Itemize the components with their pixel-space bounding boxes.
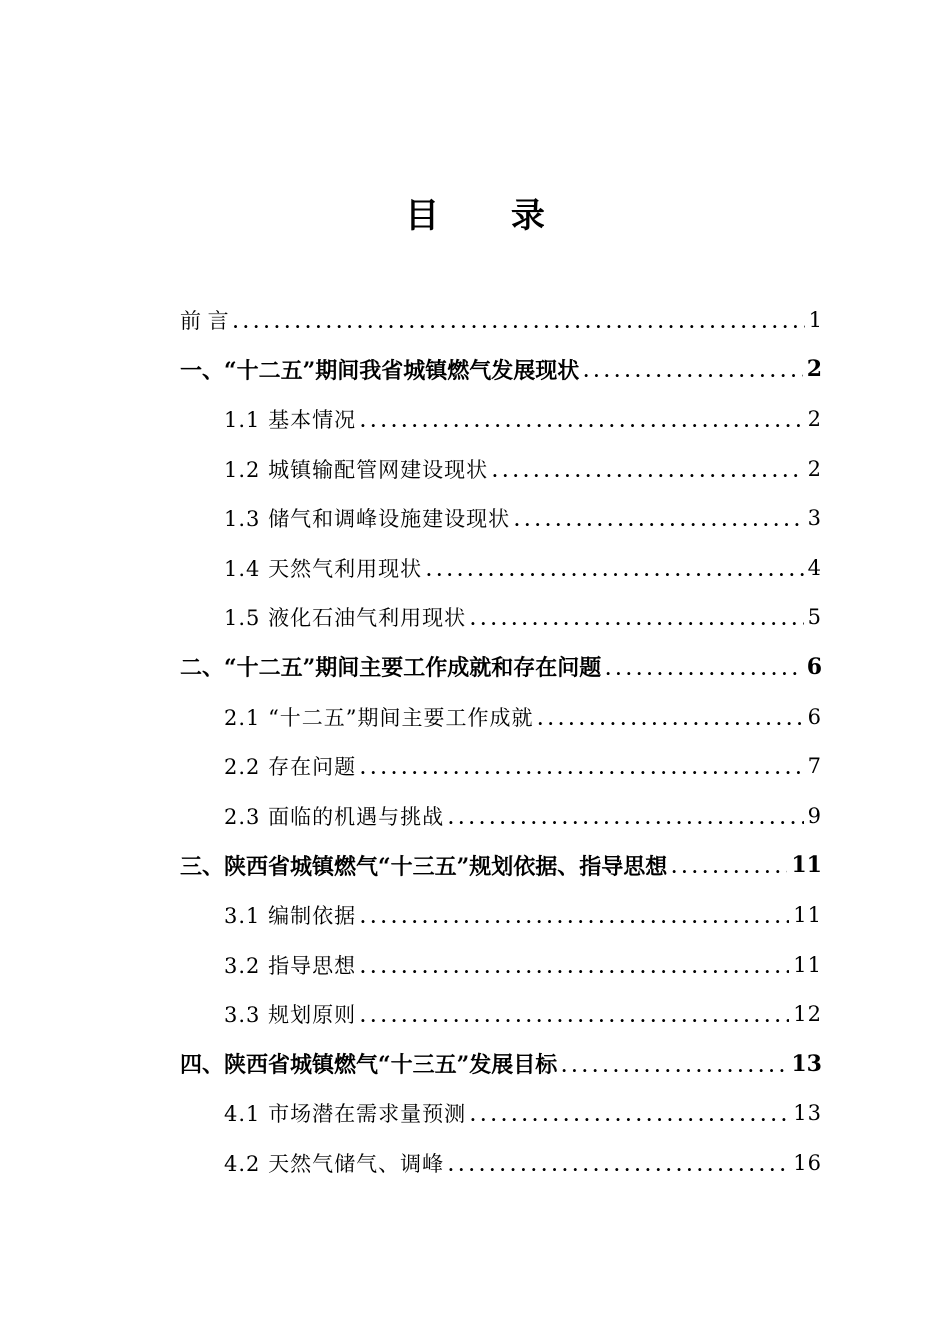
toc-page-number: 13 xyxy=(791,1050,822,1077)
toc-entry-text: 1.4 天然气利用现状 xyxy=(224,556,423,581)
toc-page-number: 2 xyxy=(806,356,822,383)
toc-dot-leader xyxy=(492,458,804,480)
toc-page-number: 2 xyxy=(807,456,822,481)
toc-dot-leader xyxy=(470,1102,789,1124)
toc-entry-text: 一、“十二五”期间我省城镇燃气发展现状 xyxy=(180,357,580,384)
toc-entry[interactable] xyxy=(180,493,822,543)
toc-entry-text: 1.5 液化石油气利用现状 xyxy=(224,606,467,631)
toc-dot-leader xyxy=(671,854,787,876)
toc-entry[interactable] xyxy=(180,1039,822,1089)
toc-entry[interactable] xyxy=(180,692,822,742)
toc-dot-leader xyxy=(360,1003,789,1025)
toc-entry[interactable] xyxy=(180,642,822,692)
toc-entry[interactable] xyxy=(180,593,822,643)
toc-page-number: 6 xyxy=(807,704,822,729)
toc-entry[interactable] xyxy=(180,890,822,940)
toc-dot-leader xyxy=(360,755,804,777)
toc-dot-leader xyxy=(360,904,789,926)
toc-page-number: 13 xyxy=(793,1101,822,1126)
toc-page-number: 16 xyxy=(793,1150,822,1175)
toc-page-number: 6 xyxy=(806,653,822,680)
toc-entry[interactable] xyxy=(180,444,822,494)
toc-entry-text: 三、陕西省城镇燃气“十三五”规划依据、指导思想 xyxy=(180,853,668,880)
toc-entry-text: 3.2 指导思想 xyxy=(224,953,357,978)
toc-page-number: 7 xyxy=(807,754,822,779)
toc-page-number: 1 xyxy=(808,307,822,332)
toc-page-number: 4 xyxy=(807,555,822,580)
toc-entry[interactable] xyxy=(180,1138,822,1188)
toc-entry-text: 2.1 “十二五”期间主要工作成就 xyxy=(224,705,534,730)
toc-title: 目 录 xyxy=(405,196,575,236)
toc-entry-text: 四、陕西省城镇燃气“十三五”发展目标 xyxy=(180,1052,558,1079)
toc-page-number: 9 xyxy=(807,803,822,828)
toc-entry[interactable] xyxy=(180,1089,822,1139)
toc-page-number: 3 xyxy=(807,506,822,531)
toc-dot-leader xyxy=(538,706,804,728)
toc-dot-leader xyxy=(448,1152,789,1174)
toc-page-number: 11 xyxy=(791,852,822,879)
toc-entry-text: 1.1 基本情况 xyxy=(224,407,357,432)
toc-page-number: 5 xyxy=(807,605,822,630)
toc-dot-leader xyxy=(605,656,802,678)
toc-dot-leader xyxy=(583,358,802,380)
toc-entry-text: 2.2 存在问题 xyxy=(224,755,357,780)
toc-entry[interactable] xyxy=(180,741,822,791)
toc-entry-text: 3.1 编制依据 xyxy=(224,903,357,928)
toc-entry[interactable] xyxy=(180,791,822,841)
toc-page-number: 11 xyxy=(793,952,822,977)
toc-entry[interactable] xyxy=(180,543,822,593)
toc-entry-text: 4.2 天然气储气、调峰 xyxy=(224,1151,445,1176)
toc-dot-leader xyxy=(233,309,805,331)
toc-page-number: 2 xyxy=(807,406,822,431)
toc-entry[interactable] xyxy=(180,295,822,345)
toc-page-number: 12 xyxy=(793,1002,822,1027)
toc-dot-leader xyxy=(360,954,789,976)
toc-dot-leader xyxy=(426,557,804,579)
toc-entry-text: 二、“十二五”期间主要工作成就和存在问题 xyxy=(180,655,602,682)
toc-entry[interactable] xyxy=(180,940,822,990)
toc-entry[interactable] xyxy=(180,394,822,444)
toc-dot-leader xyxy=(514,507,804,529)
toc-page-number: 11 xyxy=(793,902,822,927)
toc-entry-text: 2.3 面临的机遇与挑战 xyxy=(224,804,445,829)
toc-entry[interactable] xyxy=(180,841,822,891)
toc-entry-text: 1.3 储气和调峰设施建设现状 xyxy=(224,507,511,532)
toc-entry[interactable] xyxy=(180,989,822,1039)
toc-entry-text: 3.3 规划原则 xyxy=(224,1003,357,1028)
toc-list xyxy=(180,295,822,1188)
toc-dot-leader xyxy=(561,1053,787,1075)
toc-entry-text: 4.1 市场潜在需求量预测 xyxy=(224,1102,467,1127)
toc-dot-leader xyxy=(448,805,804,827)
toc-entry[interactable] xyxy=(180,345,822,395)
toc-dot-leader xyxy=(470,606,804,628)
toc-entry-text: 前 言 xyxy=(180,308,229,333)
toc-entry-text: 1.2 城镇输配管网建设现状 xyxy=(224,457,489,482)
toc-dot-leader xyxy=(360,408,804,430)
